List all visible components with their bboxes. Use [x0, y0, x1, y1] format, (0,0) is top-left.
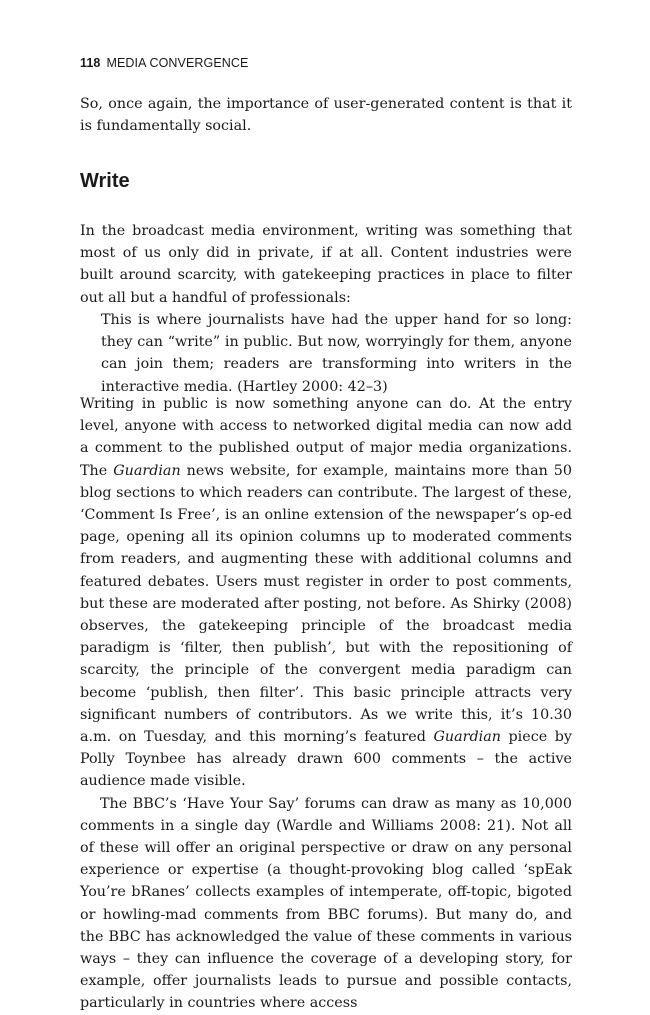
public-paragraph-part-2: news website, for example, maintains more than 50 blog sections to which readers can contribute. The largest of these, ‘Comment Is Free’, is an online extension of the newspaper’s op-ed page, opening all its opinion columns up to moderated comments from readers, and augmenting these with additional columns and featured debates. Users must register in order to post comments, but these are moderated after posting, not before. As Shirky (2008) observes, the gatekeeping principle of the broadcast media paradigm is ‘filter, then publish’, but with the repositioning of scarcity, the principle of the convergent media paradigm can become ‘publish, then filter’. This basic principle attracts very significant numbers of contributors. As we write this, it’s 10.30 a.m. on Tuesday, and this morning’s featured	[80, 462, 573, 746]
intro-paragraph: So, once again, the importance of user-generated content is that it is fundamentally social.	[80, 96, 572, 135]
body-continued	[80, 393, 572, 1015]
page-number: 118	[80, 56, 101, 70]
section-heading: Write	[80, 170, 130, 192]
guardian-title-1: Guardian	[113, 462, 181, 479]
public-paragraph-part-1: Writing in public is now something anyone can do. At the entry level, anyone with access to networked digital media can now add a comment to the published output of major media organizations. The	[80, 396, 572, 479]
public-paragraph-part-3: piece by Polly Toynbee has already drawn 600 comments – the active audience made visible.	[80, 729, 572, 790]
public-writing-paragraph	[80, 393, 572, 793]
write-paragraph: In the broadcast media environment, writing was something that most of us only did in private, if at all. Content industries were built around scarcity, with gatekeeping practices in place to filter out all but a handful of professionals:	[80, 223, 572, 306]
block-quote: This is where journalists have had the upper hand for so long: they can “write” in public. But now, worryingly for them, anyone can join them; readers are transforming into writers in the interactive media. (Hartley 2000: 42–3)	[101, 312, 572, 395]
running-head-title: MEDIA CONVERGENCE	[106, 56, 249, 70]
bbc-forums-paragraph: The BBC’s ‘Have Your Say’ forums can draw as many as 10,000 comments in a single day (Wardle and Williams 2008: 21). Not all of these will offer an original perspective or draw on any personal experience or expertise (a thought-provoking blog called ‘spEak You’re bRanes’ collects examples of intemperate, off-topic, bigoted or howling-mad comments from BBC forums). But many do, and the BBC has acknowledged the value of these comments in various ways – they can influence the coverage of a developing story, for example, offer journalists leads to pursue and possible contacts, particularly in countries where access	[80, 795, 572, 1012]
guardian-title-2: Guardian	[433, 729, 501, 746]
running-head	[80, 56, 248, 70]
